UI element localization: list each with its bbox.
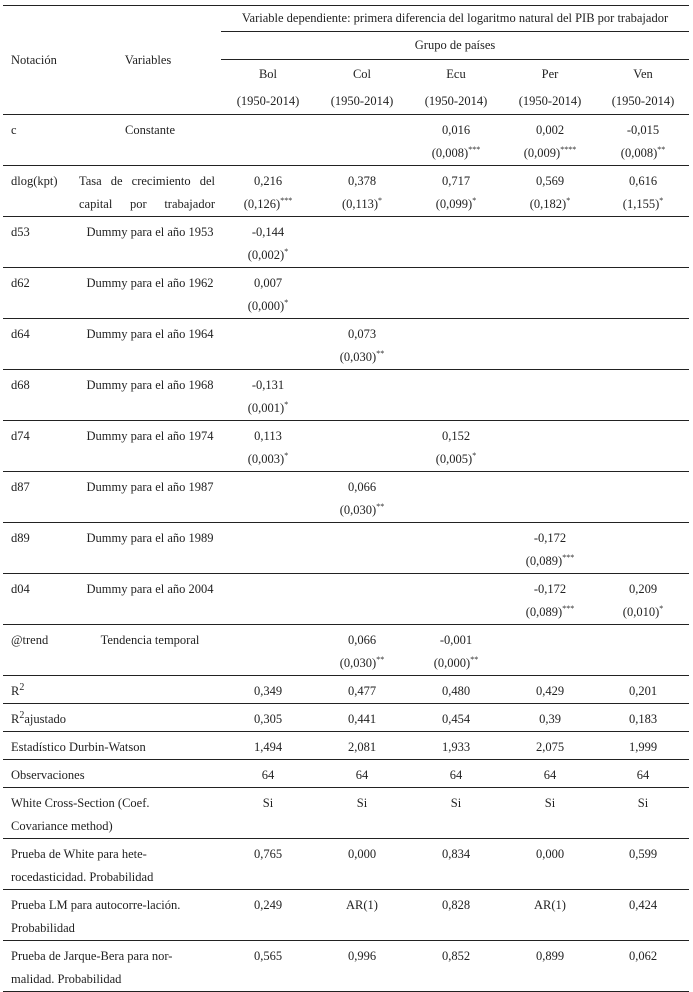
coefficient-value: 0,378 [347, 174, 377, 188]
variable-cell: Dummy para el año 1974 [75, 421, 221, 472]
coefficient-value: 0,569 [535, 174, 565, 188]
coefficient-cell [221, 115, 315, 166]
significance-stars: ** [657, 144, 666, 154]
header-variables: Variables [75, 6, 221, 115]
coefficient-cell [597, 472, 689, 523]
coefficient-cell [315, 472, 409, 523]
stat-value: 64 [221, 760, 315, 788]
regression-table [3, 5, 689, 992]
standard-error: (0,126)*** [243, 195, 293, 211]
notation-cell: d64 [3, 319, 75, 370]
variable-cell: Dummy para el año 1953 [75, 217, 221, 268]
coefficient-cell [503, 421, 597, 472]
coefficient-cell [503, 370, 597, 421]
header-country: Ecu [446, 67, 466, 82]
stat-value: 0,765 [221, 839, 315, 890]
table-row [3, 268, 689, 319]
stat-label: White Cross-Section (Coef. Covariance method) [3, 788, 221, 839]
stat-value: 64 [503, 760, 597, 788]
variable-cell: Dummy para el año 1987 [75, 472, 221, 523]
stat-value: 0,852 [409, 941, 503, 992]
coefficient-cell [409, 472, 503, 523]
stat-value: 2,081 [315, 732, 409, 760]
coefficient-cell [221, 217, 315, 268]
coefficient-cell [409, 370, 503, 421]
coefficient-cell [409, 574, 503, 625]
stat-value: AR(1) [315, 890, 409, 941]
coefficient-cell [221, 421, 315, 472]
significance-stars: ** [376, 348, 385, 358]
header-notation: Notación [3, 6, 75, 115]
stat-row [3, 760, 689, 788]
significance-stars: * [566, 195, 571, 205]
stat-label: Prueba LM para autocorre-lación. Probabilidad [3, 890, 221, 941]
table-row [3, 166, 689, 217]
coefficient-cell [597, 370, 689, 421]
header-period: (1950-2014) [597, 90, 689, 115]
coefficient-cell [409, 319, 503, 370]
coefficient-value: -0,015 [626, 123, 660, 137]
header-country: Per [541, 67, 559, 82]
significance-stars: * [378, 195, 382, 205]
variable-cell: Dummy para el año 1964 [75, 319, 221, 370]
standard-error: (0,008)*** [431, 144, 481, 160]
notation-cell: d68 [3, 370, 75, 421]
significance-stars: *** [562, 552, 575, 562]
coefficient-value: 0,216 [253, 174, 283, 188]
coefficient-cell [503, 523, 597, 574]
variable-cell: Tasa de crecimiento del capital por trabajador [75, 166, 221, 217]
stat-value: Si [409, 788, 503, 839]
coefficient-value: 0,717 [441, 174, 471, 188]
header-country-group: Grupo de países [221, 32, 689, 60]
stat-label: $R^2$ [3, 676, 221, 704]
stat-value: 1,933 [409, 732, 503, 760]
stat-value: 0,305 [221, 704, 315, 732]
significance-stars: ** [470, 654, 479, 664]
notation-cell: d87 [3, 472, 75, 523]
header-period: (1950-2014) [315, 90, 409, 115]
stat-value: 0,441 [315, 704, 409, 732]
standard-error: (0,000)** [433, 654, 479, 670]
table-body [3, 115, 689, 992]
coefficient-cell [221, 574, 315, 625]
significance-stars: ** [376, 654, 385, 664]
standard-error: (0,113)* [342, 195, 382, 211]
standard-error: (0,001)* [247, 399, 289, 415]
stat-value: Si [221, 788, 315, 839]
coefficient-cell [315, 523, 409, 574]
stat-value: 0,565 [221, 941, 315, 992]
coefficient-cell [597, 268, 689, 319]
standard-error: (0,089)*** [525, 552, 575, 568]
coefficient-cell [409, 166, 503, 217]
significance-stars: * [284, 297, 289, 307]
significance-stars: * [472, 450, 477, 460]
stat-value: Si [503, 788, 597, 839]
coefficient-cell [597, 217, 689, 268]
standard-error: (0,030)** [339, 654, 385, 670]
table-row [3, 319, 689, 370]
significance-stars: *** [468, 144, 481, 154]
coefficient-cell [221, 472, 315, 523]
coefficient-cell [315, 625, 409, 676]
coefficient-value: 0,066 [347, 633, 377, 647]
stat-value: 0,477 [315, 676, 409, 704]
stat-value: 1,999 [597, 732, 689, 760]
table-row [3, 421, 689, 472]
stat-label: Prueba de Jarque-Bera para nor-malidad. Probabilidad [3, 941, 221, 992]
notation-cell: d04 [3, 574, 75, 625]
stat-value: 0,201 [597, 676, 689, 704]
coefficient-value: 0,073 [347, 327, 377, 341]
standard-error: (0,009)**** [523, 144, 577, 160]
significance-stars: * [472, 195, 477, 205]
coefficient-cell [315, 421, 409, 472]
stat-row [3, 890, 689, 941]
significance-stars: *** [280, 195, 293, 205]
coefficient-cell [221, 268, 315, 319]
coefficient-value: 0,616 [628, 174, 658, 188]
stat-value: 0,996 [315, 941, 409, 992]
stat-label: Estadístico Durbin-Watson [3, 732, 221, 760]
significance-stars: * [659, 603, 664, 613]
stat-value: 0,899 [503, 941, 597, 992]
standard-error: (0,003)* [247, 450, 289, 466]
coefficient-value: -0,144 [251, 225, 285, 239]
significance-stars: * [284, 450, 289, 460]
standard-error: (0,099)* [435, 195, 477, 211]
notation-cell: dlog(kpt) [3, 166, 75, 217]
coefficient-value: 0,066 [347, 480, 377, 494]
coefficient-value: 0,007 [253, 276, 283, 290]
notation-cell: d74 [3, 421, 75, 472]
stat-label: $R^2ajustado$ [3, 704, 221, 732]
stat-row [3, 704, 689, 732]
coefficient-cell [409, 421, 503, 472]
table-row [3, 574, 689, 625]
standard-error: (0,182)* [529, 195, 571, 211]
header-period: (1950-2014) [221, 90, 315, 115]
notation-cell: d62 [3, 268, 75, 319]
stat-value: 0,834 [409, 839, 503, 890]
stat-value: 0,183 [597, 704, 689, 732]
superscript: 2 [19, 709, 25, 721]
stat-value: 0,429 [503, 676, 597, 704]
coefficient-value: 0,016 [441, 123, 471, 137]
coefficient-cell [597, 625, 689, 676]
coefficient-cell [503, 625, 597, 676]
coefficient-cell [503, 115, 597, 166]
significance-stars: **** [560, 144, 577, 154]
notation-cell: c [3, 115, 75, 166]
standard-error: (0,000)* [247, 297, 289, 313]
standard-error: (0,005)* [435, 450, 477, 466]
stat-label: Prueba de White para hete-rocedasticidad. Probabilidad [3, 839, 221, 890]
stat-value: 0,828 [409, 890, 503, 941]
coefficient-value: -0,172 [533, 582, 567, 596]
coefficient-cell [315, 217, 409, 268]
stat-value: 0,000 [503, 839, 597, 890]
header-period: (1950-2014) [409, 90, 503, 115]
stat-value: 0,000 [315, 839, 409, 890]
stat-value: 0,249 [221, 890, 315, 941]
stat-value: 0,062 [597, 941, 689, 992]
coefficient-cell [221, 166, 315, 217]
coefficient-cell [503, 166, 597, 217]
standard-error: (0,030)** [339, 348, 385, 364]
significance-stars: * [659, 195, 664, 205]
stat-value: 1,494 [221, 732, 315, 760]
notation-cell: d89 [3, 523, 75, 574]
coefficient-cell [315, 115, 409, 166]
stat-value: 0,349 [221, 676, 315, 704]
stat-row [3, 941, 689, 992]
coefficient-cell [409, 625, 503, 676]
stat-value: 64 [315, 760, 409, 788]
coefficient-cell [597, 115, 689, 166]
coefficient-cell [221, 319, 315, 370]
significance-stars: *** [562, 603, 575, 613]
coefficient-cell [315, 166, 409, 217]
coefficient-value: 0,002 [535, 123, 565, 137]
notation-cell: @trend [3, 625, 75, 676]
coefficient-value: 0,113 [254, 429, 282, 443]
header-country: Ven [633, 67, 653, 82]
stat-value: AR(1) [503, 890, 597, 941]
significance-stars: ** [376, 501, 385, 511]
table-row [3, 115, 689, 166]
coefficient-cell [597, 523, 689, 574]
stat-value: 64 [597, 760, 689, 788]
standard-error: (0,008)** [620, 144, 666, 160]
header-period: (1950-2014) [503, 90, 597, 115]
coefficient-cell [503, 472, 597, 523]
variable-cell: Dummy para el año 2004 [75, 574, 221, 625]
stat-value: 0,39 [503, 704, 597, 732]
header-country: Col [352, 67, 372, 82]
stat-value: 0,424 [597, 890, 689, 941]
variable-cell: Dummy para el año 1962 [75, 268, 221, 319]
significance-stars: * [284, 246, 289, 256]
coefficient-cell [315, 574, 409, 625]
coefficient-cell [503, 319, 597, 370]
stat-row [3, 676, 689, 704]
variable-cell: Dummy para el año 1989 [75, 523, 221, 574]
stat-row [3, 788, 689, 839]
coefficient-value: -0,131 [251, 378, 285, 392]
stat-value: 0,454 [409, 704, 503, 732]
coefficient-cell [315, 268, 409, 319]
stat-value: 64 [409, 760, 503, 788]
table-row [3, 523, 689, 574]
stat-value: 0,599 [597, 839, 689, 890]
coefficient-cell [221, 370, 315, 421]
coefficient-cell [503, 217, 597, 268]
stat-value: 0,480 [409, 676, 503, 704]
coefficient-value: -0,172 [533, 531, 567, 545]
coefficient-cell [409, 523, 503, 574]
stat-label: Observaciones [3, 760, 221, 788]
header-dependent-variable: Variable dependiente: primera diferencia del logaritmo natural del PIB por trabajador [221, 6, 689, 32]
coefficient-cell [597, 574, 689, 625]
coefficient-cell [409, 115, 503, 166]
coefficient-value: 0,209 [628, 582, 658, 596]
table-row [3, 370, 689, 421]
coefficient-value: 0,152 [441, 429, 471, 443]
coefficient-cell [597, 421, 689, 472]
coefficient-cell [597, 319, 689, 370]
variable-cell: Tendencia temporal [75, 625, 221, 676]
stat-value: Si [597, 788, 689, 839]
coefficient-value: -0,001 [439, 633, 473, 647]
standard-error: (1,155)* [622, 195, 664, 211]
standard-error: (0,002)* [247, 246, 289, 262]
stat-row [3, 839, 689, 890]
coefficient-cell [503, 268, 597, 319]
table-row [3, 217, 689, 268]
variable-cell: Constante [75, 115, 221, 166]
coefficient-cell [221, 625, 315, 676]
stat-value: Si [315, 788, 409, 839]
header-country: Bol [258, 67, 278, 82]
coefficient-cell [315, 319, 409, 370]
table-row [3, 472, 689, 523]
table-row [3, 625, 689, 676]
variable-cell: Dummy para el año 1968 [75, 370, 221, 421]
stat-row [3, 732, 689, 760]
coefficient-cell [409, 217, 503, 268]
coefficient-cell [409, 268, 503, 319]
stat-value: 2,075 [503, 732, 597, 760]
coefficient-cell [315, 370, 409, 421]
standard-error: (0,030)** [339, 501, 385, 517]
coefficient-cell [221, 523, 315, 574]
standard-error: (0,010)* [622, 603, 664, 619]
significance-stars: * [284, 399, 289, 409]
superscript: 2 [19, 681, 25, 693]
notation-cell: d53 [3, 217, 75, 268]
coefficient-cell [503, 574, 597, 625]
coefficient-cell [597, 166, 689, 217]
standard-error: (0,089)*** [525, 603, 575, 619]
